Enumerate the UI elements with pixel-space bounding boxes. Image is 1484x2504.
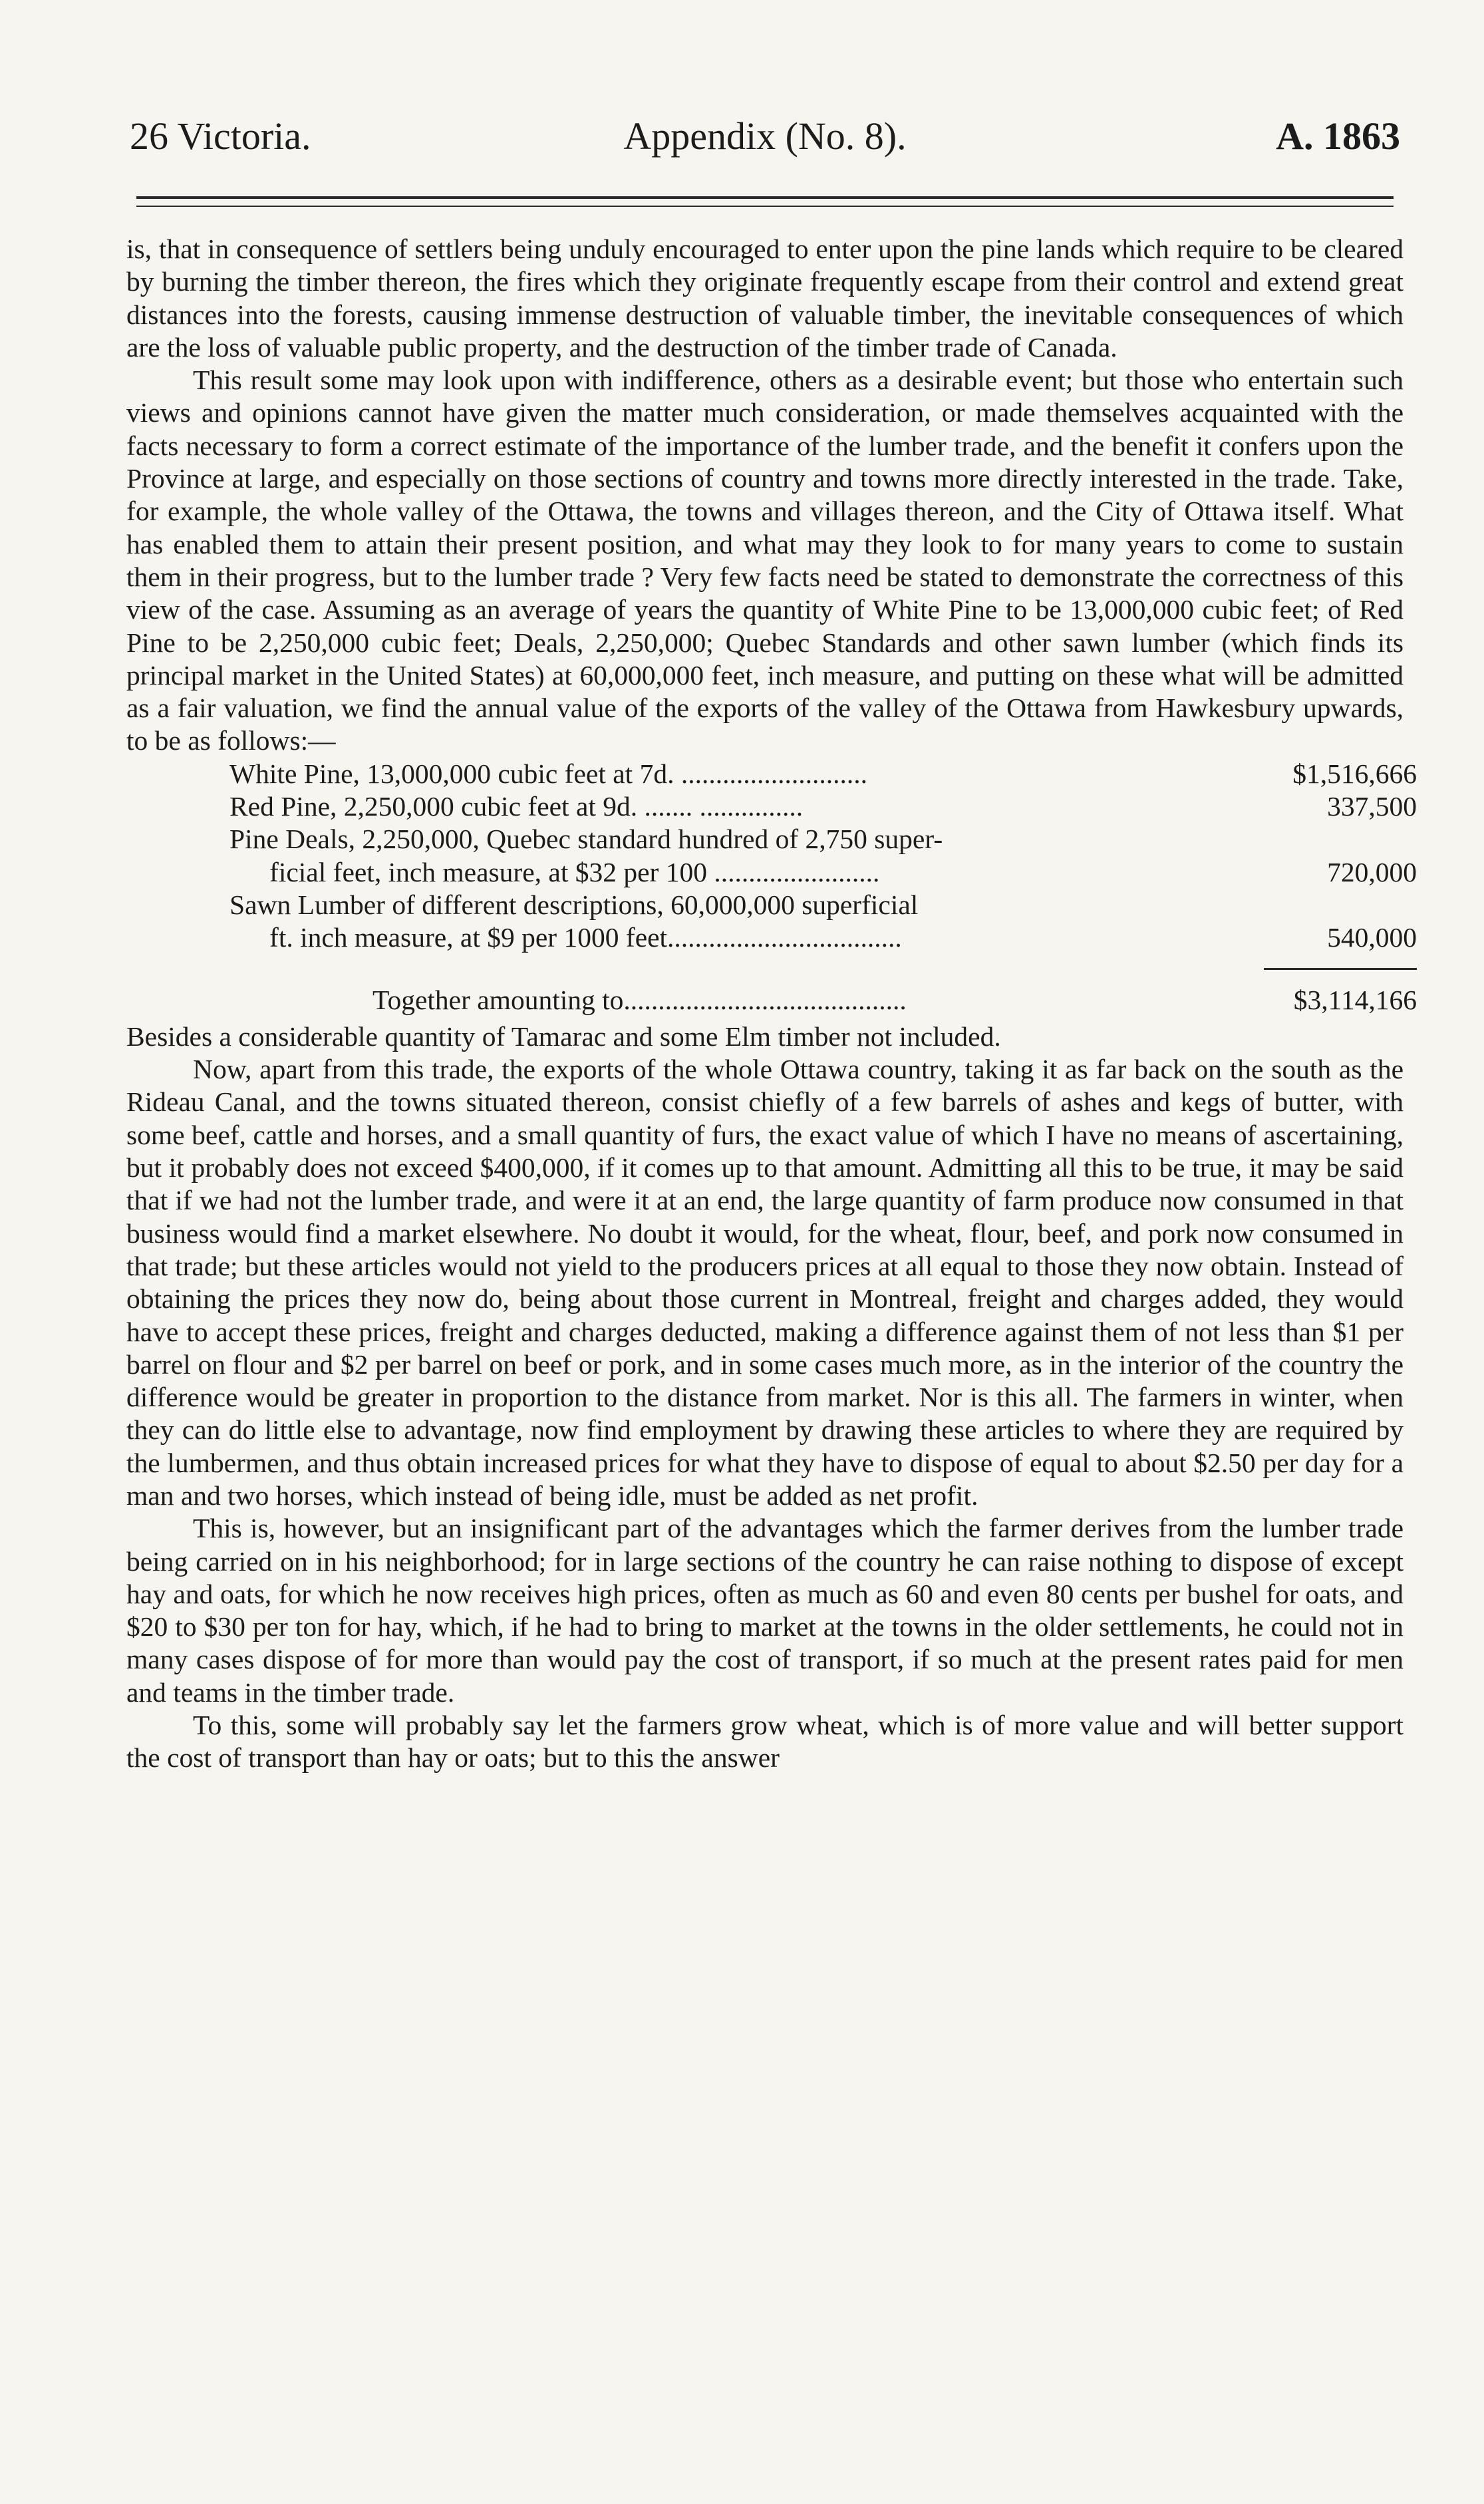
total-label: Together amounting to......................................... <box>372 984 907 1015</box>
page-header <box>130 106 1400 166</box>
row-amount: 540,000 <box>1327 922 1417 953</box>
row-amount: $1,516,666 <box>1292 758 1417 789</box>
paragraph: This result some may look upon with indifference, others as a desirable event; but those who entertain such views and opinions cannot have given the matter much consideration, or made themselves acquainted with the facts necessary to form a correct estimate of the importance of the lumber trade, and the benefit it confers upon the Province at large, and especially on those sections of country and towns more directly interested in the trade. Take, for example, the whole valley of the Ottawa, the towns and villages thereon, and the City of Ottawa itself. What has enabled them to attain their present position, and what may they look to for many years to come to sustain them in their progress, but to the lumber trade ? Very few facts need be stated to demonstrate the correctness of this view of the case. Assuming as an average of years the quantity of White Pine to be 13,000,000 cubic feet; of Red Pine to be 2,250,000 cubic feet; Deals, 2,250,000; Quebec Standards and other sawn lumber (which finds its principal market in the United States) at 60,000,000 feet, inch measure, and putting on these what will be admitted as a fair valuation, we find the annual value of the exports of the valley of the Ottawa from Hawkesbury upwards, to be as follows:— <box>126 365 1404 756</box>
row-description: Sawn Lumber of different descriptions, 60,000,000 superficial <box>229 889 919 920</box>
row-description: Pine Deals, 2,250,000, Quebec standard hundred of 2,750 super- <box>229 824 943 855</box>
table-row <box>229 889 1427 921</box>
table-row <box>229 921 1427 954</box>
header-rule-thick <box>136 196 1394 199</box>
table-total-row <box>229 984 1427 1017</box>
table-row <box>229 856 1427 889</box>
total-rule <box>1264 968 1417 970</box>
exports-table <box>126 758 1427 1020</box>
total-amount: $3,114,166 <box>1293 984 1417 1015</box>
total-rule-area <box>229 955 1427 984</box>
paragraph: This is, however, but an insignificant part of the advantages which the farmer derives from the lumber trade being carried on in his neighborhood; for in large sections of the country he can raise nothing to dispose of except hay and oats, for which he now receives high prices, often as much as 60 and even 80 cents per bushel for oats, and $20 to $30 per ton for hay, which, if he had to bring to market at the towns in the older settlements, he could not in many cases dispose of for more than would pay the cost of transport, if so much at the present rates paid for men and teams in the timber trade. <box>126 1513 1404 1708</box>
paragraph: is, that in consequence of settlers being unduly encouraged to enter upon the pine lands which require to be cleared by burning the timber thereon, the fires which they originate frequently escape from their control and extend great distances into the forests, causing immense destruction of valuable timber, the inevitable consequences of which are the loss of valuable public property, and the destruction of the timber trade of Canada. <box>126 234 1404 363</box>
table-row <box>229 823 1427 856</box>
table-row <box>229 758 1427 790</box>
paragraph: Now, apart from this trade, the exports of the whole Ottawa country, taking it as far back on the south as the Rideau Canal, and the towns situated thereon, consist chiefly of a few barrels of ashes and kegs of butter, with some beef, cattle and horses, and a small quantity of furs, the exact value of which I have no means of ascertaining, but it probably does not exceed $400,000, if it comes up to that amount. Admitting all this to be true, it may be said that if we had not the lumber trade, and were it at an end, the large quantity of farm produce now consumed in that business would find a market elsewhere. No doubt it would, for the wheat, flour, beef, and pork now consumed in that trade; but these articles would not yield to the producers prices at all equal to those they now obtain. Instead of obtaining the prices they now do, being about those current in Montreal, freight and charges added, they would have to accept these prices, freight and charges deducted, making a difference against them of not less than $1 per barrel on flour and $2 per barrel on beef or pork, and in some cases much more, as in the interior of the country the difference would be greater in proportion to the distance from market. Nor is this all. The farmers in winter, when they can do little else to advantage, now find employment by drawing these articles to where they are required by the lumbermen, and thus obtain increased prices for what they have to dispose of equal to about $2.50 per day for a man and two horses, which instead of being idle, must be added as net profit. <box>126 1054 1404 1511</box>
header-appendix: Appendix (No. 8). <box>623 114 907 158</box>
row-amount: 720,000 <box>1327 856 1417 887</box>
header-session: 26 Victoria. <box>130 114 311 158</box>
table-row <box>229 790 1427 823</box>
paragraph: To this, some will probably say let the farmers grow wheat, which is of more value and will better support the cost of transport than hay or oats; but to this the answer <box>126 1710 1404 1774</box>
row-description-continued: ft. inch measure, at $9 per 1000 feet.................................. <box>269 922 902 953</box>
paragraph: Besides a considerable quantity of Tamarac and some Elm timber not included. <box>126 1020 1001 1052</box>
header-rule-thin <box>136 206 1394 207</box>
row-description: Red Pine, 2,250,000 cubic feet at 9d. ....... ............... <box>229 791 804 822</box>
row-amount: 337,500 <box>1327 791 1417 822</box>
row-description: White Pine, 13,000,000 cubic feet at 7d. ........................... <box>229 758 867 789</box>
body-text <box>126 233 1417 1775</box>
header-year: A. 1863 <box>1276 114 1400 158</box>
row-description-continued: ficial feet, inch measure, at $32 per 100 ........................ <box>269 856 880 887</box>
